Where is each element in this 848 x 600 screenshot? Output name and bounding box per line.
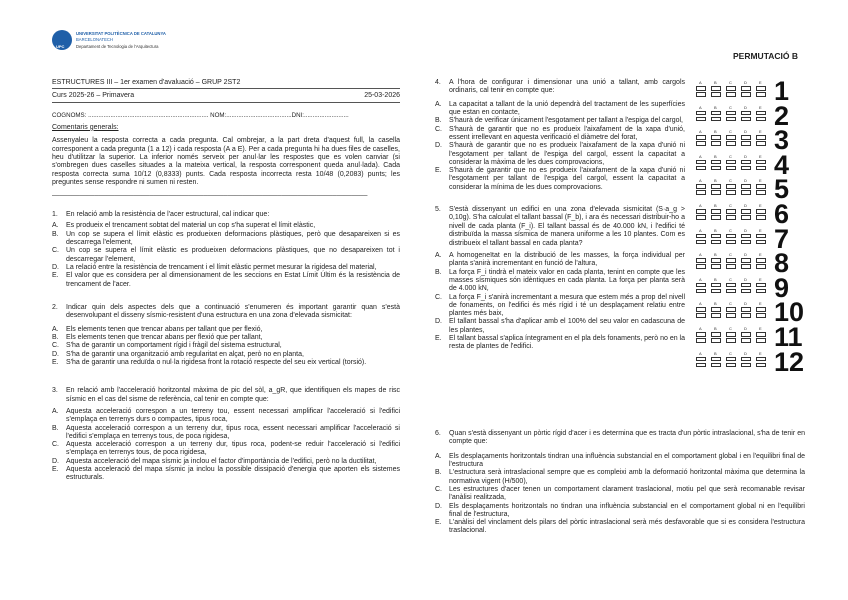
option-b: B. Els elements tenen que trencar abans per flexió que per tallant, [52, 333, 263, 341]
answer-box-6-b[interactable] [711, 209, 721, 214]
answer-box-4-b[interactable] [711, 160, 721, 165]
cancel-box-4-c[interactable] [726, 166, 736, 171]
cancel-box-5-d[interactable] [741, 190, 751, 195]
column-letter: E [759, 104, 762, 110]
answer-box-9-d[interactable] [741, 283, 751, 288]
column-letter: B [714, 326, 717, 331]
question-number-label: 2 [774, 100, 790, 131]
column-letter: A [699, 227, 702, 233]
column-letter: D [744, 104, 747, 110]
cancel-box-3-b[interactable] [711, 141, 721, 146]
answer-box-7-d[interactable] [741, 234, 751, 239]
cancel-box-11-d[interactable] [741, 338, 751, 343]
cancel-box-1-b[interactable] [711, 92, 721, 97]
cancel-box-4-e[interactable] [756, 166, 766, 171]
course-rule [52, 102, 400, 103]
answer-box-9-e[interactable] [756, 283, 766, 288]
answer-box-1-d[interactable] [741, 86, 751, 91]
question-number-label: 4 [774, 149, 790, 180]
column-letter: D [744, 153, 747, 159]
option-a: A. Els elements tenen que trencar abans per tallant que per flexió, [52, 325, 263, 333]
question-number-label: 12 [774, 346, 805, 377]
left-column [52, 79, 400, 483]
column-letter: C [729, 301, 732, 307]
option-b: B. Aquesta acceleració correspon a un terreny dur, tipus roca, essent necessari amplificar l'acceleració si l'edifici s'emplaça en terrenys tous, de poca rigidesa, [52, 424, 400, 440]
student-name-line: COGNOMS: ...................................................................... NOM:......................................DNI:.......................... [52, 112, 349, 120]
answer-box-11-a[interactable] [696, 332, 706, 337]
answer-row-7 [696, 223, 806, 254]
question-stem: 3. En relació amb l'acceleració horitzontal màxima de pic del sòl, a_gR, que identifiquen els mapes de risc sísmic en el cas del sisme de referència, cal tenir en compte que: [52, 387, 400, 403]
answer-box-7-b[interactable] [711, 234, 721, 239]
cancel-box-9-b[interactable] [711, 289, 721, 294]
option-e: E. El tallant bassal s'aplica íntegrament en el pla dels fonaments, però no en la resta de plantes de l'edifici. [435, 335, 685, 351]
column-letter: A [699, 252, 702, 258]
answer-box-2-b[interactable] [711, 111, 721, 116]
column-letter: A [699, 301, 702, 307]
cancel-box-3-c[interactable] [726, 141, 736, 146]
column-letter: C [729, 326, 732, 331]
option-c: C. Un cop se supera el límit elàstic es produeixen deformacions plàstiques, que no desapareixen tot i descarregar l'element, [52, 247, 400, 263]
column-letter: A [699, 350, 702, 356]
column-letter: C [729, 252, 732, 258]
cancel-box-11-c[interactable] [726, 338, 736, 343]
comments-text: Assenyaleu la resposta correcta a cada pregunta. Cal ombrejar, a la part dreta d'aquest full, la casella corresponent a cada pregunta (1 a 12) i cada resposta (A a E). Per a cada pregunta hi ha dues files de caselles, heu d'utilitzar la superior. La inferior només serveix per anul·lar les respostes que es volen canviar (si s'ombregen dues caselles situades a la mateixa vertical, la resposta corresponent queda anul·lada). Cada resposta correcta suma 10/12 (0,8333) punts. Cada resposta incorrecta resta 10/48 (0,2083) punts; les preguntes sense respondre ni sumen ni resten. [52, 137, 400, 187]
option-d: D. El tallant bassal s'ha d'aplicar amb el 100% del seu valor en cadascuna de les plantes, [435, 318, 685, 334]
column-letter: D [744, 203, 747, 208]
answer-box-10-b[interactable] [711, 307, 721, 312]
column-letter: A [699, 276, 702, 282]
cancel-box-8-e[interactable] [756, 264, 766, 269]
options [52, 222, 400, 288]
answer-row-12 [696, 346, 806, 377]
question-stem: 6. Quan s'està dissenyant un pòrtic rígid d'acer i es determina que es tracta d'un pòrtic intraslacional, s'ha de tenir en compte que: [435, 430, 805, 446]
answer-box-8-d[interactable] [741, 258, 751, 263]
column-letter: D [744, 301, 747, 307]
cancel-box-9-e[interactable] [756, 289, 766, 294]
options [435, 101, 685, 192]
column-letter: B [714, 153, 717, 159]
answer-box-9-c[interactable] [726, 283, 736, 288]
answer-box-1-e[interactable] [756, 86, 766, 91]
question-number-label: 8 [774, 248, 790, 279]
column-letter: C [729, 104, 732, 110]
column-letter: C [729, 129, 732, 135]
cancel-box-7-e[interactable] [756, 240, 766, 245]
cancel-box-6-c[interactable] [726, 215, 736, 220]
course-line [52, 92, 400, 101]
cancel-box-12-b[interactable] [711, 363, 721, 368]
cancel-box-12-a[interactable] [696, 363, 706, 368]
answer-box-7-a[interactable] [696, 234, 706, 239]
question-text: En relació amb la resistència de l'acer estructural, cal indicar que: [66, 211, 270, 219]
department-name: Departament de Tecnologia de l'Arquitectura [76, 44, 159, 49]
question-number-label: 6 [774, 199, 790, 229]
question-number-label: 10 [774, 297, 805, 328]
column-letter: E [759, 350, 762, 356]
answer-box-2-d[interactable] [741, 111, 751, 116]
option-e: E. S'ha de garantir una reduïda o nul·la rigidesa front la rotació respecte del seu eix vertical (torsió). [52, 358, 367, 366]
answer-row-4 [696, 149, 806, 180]
question-number-label: 5 [774, 174, 790, 205]
option-a: A. A homogeneïtat en la distribució de les masses, la força individual per planta s'anirà incrementant en funció de l'altura, [435, 252, 685, 268]
column-letter: C [729, 203, 732, 208]
column-letter: A [699, 203, 702, 208]
option-d: D. S'ha de garantir una organització amb regularitat en alçat, però no en planta, [52, 350, 304, 358]
answer-box-1-a[interactable] [696, 86, 706, 91]
column-letter: C [729, 153, 732, 159]
cancel-box-12-d[interactable] [741, 363, 751, 368]
column-letter: B [714, 227, 717, 233]
answer-row-2 [696, 100, 806, 131]
option-e: E. El valor que es considera per al dimensionament de les seccions en Estat Límit Últim és la resistència de trencament de l'acer. [52, 272, 400, 288]
answer-box-11-b[interactable] [711, 332, 721, 337]
options [52, 408, 400, 483]
options [435, 453, 805, 536]
answer-box-3-b[interactable] [711, 135, 721, 140]
option-b: B. Un cop se supera el límit elàstic es produeixen deformacions plàstiques, però que desapareixen si es descarrega l'element, [52, 230, 400, 247]
answer-box-3-c[interactable] [726, 135, 736, 140]
answer-box-2-e[interactable] [756, 111, 766, 116]
question-4 [435, 79, 685, 192]
answer-row-5 [696, 174, 806, 205]
option-e: E. L'anàlisi del vinclament dels pilars del pòrtic intraslacional serà més desfavorable que si es considera l'estructura traslacional. [435, 519, 805, 535]
column-letter: A [699, 129, 702, 135]
answer-box-6-d[interactable] [741, 209, 751, 214]
options [52, 326, 400, 367]
cancel-box-5-b[interactable] [711, 190, 721, 195]
answer-box-12-c[interactable] [726, 357, 736, 362]
column-letter: E [759, 326, 762, 331]
cancel-box-7-b[interactable] [711, 240, 721, 245]
answer-box-4-e[interactable] [756, 160, 766, 165]
question-number-label: 1 [774, 76, 790, 106]
answer-box-4-d[interactable] [741, 160, 751, 165]
answer-box-5-b[interactable] [711, 184, 721, 189]
cancel-box-2-e[interactable] [756, 117, 766, 122]
column-letter: E [759, 153, 762, 159]
column-letter: D [744, 252, 747, 258]
answer-box-12-a[interactable] [696, 357, 706, 362]
column-letter: D [744, 129, 747, 135]
cancel-box-11-e[interactable] [756, 338, 766, 343]
column-letter: D [744, 276, 747, 282]
column-letter: B [714, 129, 717, 135]
cancel-box-3-a[interactable] [696, 141, 706, 146]
answer-box-2-a[interactable] [696, 111, 706, 116]
column-letter: D [744, 326, 747, 331]
answer-box-2-c[interactable] [726, 111, 736, 116]
column-letter: E [759, 301, 762, 307]
exam-date: 25-03-2026 [364, 92, 400, 100]
cancel-box-12-c[interactable] [726, 363, 736, 368]
cancel-box-7-c[interactable] [726, 240, 736, 245]
option-a: A. La capacitat a tallant de la unió dependrà del tractament de les superfícies que estan en contacte, [435, 100, 685, 117]
cancel-box-2-c[interactable] [726, 117, 736, 122]
answer-box-10-e[interactable] [756, 307, 766, 312]
answer-box-12-d[interactable] [741, 357, 751, 362]
university-subname: BARCELONATECH [76, 37, 113, 42]
column-letter: A [699, 178, 702, 184]
column-letter: D [744, 350, 747, 356]
answer-box-6-c[interactable] [726, 209, 736, 214]
answer-box-10-c[interactable] [726, 307, 736, 312]
answer-box-7-c[interactable] [726, 234, 736, 239]
answer-box-1-b[interactable] [711, 86, 721, 91]
question-stem: 5. S'està dissenyant un edifici en una zona d'elevada sismicitat (S·a_g > 0,10g). S'ha calculat el tallant bassal (F_b), i ara és necessari distribuir-ho a nivell de cada planta (F_i). El tallant bassal és de 40.000 kN, i l'edifici té distribuïda la massa sísmica de manera uniforme a les 10 plantes. Com es distribueix el tallant bassal en cada planta? [435, 206, 685, 247]
option-d: D. Els desplaçaments horitzontals no tindran una influència substancial en el comportament global ni en l'equilibri final de l'estructura, [435, 502, 805, 518]
answer-box-9-b[interactable] [711, 283, 721, 288]
column-letter: B [714, 276, 717, 282]
answer-row-11 [696, 322, 806, 352]
logo-text: UPC [56, 44, 65, 49]
cancel-box-8-b[interactable] [711, 264, 721, 269]
cancel-box-6-a[interactable] [696, 215, 706, 220]
answer-box-6-e[interactable] [756, 209, 766, 214]
column-letter: E [759, 276, 762, 282]
question-stem: 2. Indicar quin dels aspectes dels que a continuació s'enumeren és important garantir quan s'està desenvolupant el disseny sísmic-resistent d'una estructura en una zona d'elevada sismicitat: [52, 303, 400, 320]
cancel-box-2-a[interactable] [696, 117, 706, 122]
answer-box-5-a[interactable] [696, 184, 706, 189]
option-b: B. La força F_i tindrà el mateix valor en cada planta, tenint en compte que les masses sísmiques són idèntiques en cada planta. La força per planta serà de 4.000 kN, [435, 268, 685, 293]
cancel-box-4-b[interactable] [711, 166, 721, 171]
cancel-box-11-a[interactable] [696, 338, 706, 343]
column-letter: C [729, 276, 732, 282]
column-letter: E [759, 80, 762, 85]
title-rule [52, 88, 400, 89]
cancel-box-10-b[interactable] [711, 313, 721, 318]
cancel-box-7-d[interactable] [741, 240, 751, 245]
column-letter: B [714, 203, 717, 208]
question-number-label: 9 [774, 272, 790, 303]
cancel-box-6-e[interactable] [756, 215, 766, 220]
answer-box-3-a[interactable] [696, 135, 706, 140]
answer-row-3 [696, 125, 806, 156]
question-1 [52, 211, 400, 289]
answer-box-11-c[interactable] [726, 332, 736, 337]
column-letter: B [714, 178, 717, 184]
answer-box-8-c[interactable] [726, 258, 736, 263]
cancel-box-11-b[interactable] [711, 338, 721, 343]
option-e: E. S'haurà de garantir que no es produeix l'aixafament de la xapa d'unió ni l'esgotament per tallant de l'espiga del cargol, essent la capacitat a considerar la mínima de les dues comprovacions. [435, 167, 685, 191]
cancel-box-9-c[interactable] [726, 289, 736, 294]
cancel-box-6-d[interactable] [741, 215, 751, 220]
question-stem [52, 211, 400, 219]
answer-box-6-a[interactable] [696, 209, 706, 214]
exam-title: ESTRUCTURES III – 1er examen d'avaluació – GRUP 2ST2 [52, 79, 241, 86]
answer-box-5-c[interactable] [726, 184, 736, 189]
column-letter: A [699, 153, 702, 159]
question-stem: 4. A l'hora de configurar i dimensionar una unió a tallant, amb cargols ordinaris, cal tenir en compte que: [435, 79, 685, 95]
question-6 [435, 430, 805, 536]
option-c: C. Aquesta acceleració correspon a un terreny dur, tipus roca, podent-se reduir l'acceleració si l'edifici s'emplaça en terrenys tous, de poca rigidesa, [52, 441, 400, 457]
answer-box-8-a[interactable] [696, 258, 706, 263]
column-letter: C [729, 350, 732, 356]
option-d: D. La relació entre la resistència de trencament i el límit elàstic permet mesurar la rigidesa del material, [52, 263, 377, 271]
course-label: Curs 2025-26 – Primavera [52, 92, 135, 100]
answer-box-11-e[interactable] [756, 332, 766, 337]
answer-box-12-e[interactable] [756, 357, 766, 362]
cancel-box-10-d[interactable] [741, 313, 751, 318]
answer-box-7-e[interactable] [756, 234, 766, 239]
column-letter: D [744, 178, 747, 184]
column-letter: D [744, 227, 747, 233]
question-number: 1. [52, 211, 58, 219]
options [435, 252, 685, 352]
cancel-box-6-b[interactable] [711, 215, 721, 220]
answer-box-1-c[interactable] [726, 86, 736, 91]
option-a: A. Els desplaçaments horitzontals tindran una influència substancial en el comportament global i en l'equilibri final de l'estructura [435, 452, 805, 469]
answer-box-9-a[interactable] [696, 283, 706, 288]
column-letter: E [759, 252, 762, 258]
cancel-box-5-a[interactable] [696, 190, 706, 195]
column-letter: C [729, 178, 732, 184]
cancel-box-10-e[interactable] [756, 313, 766, 318]
answer-row-6 [696, 199, 806, 229]
answer-box-12-b[interactable] [711, 357, 721, 362]
answer-box-3-d[interactable] [741, 135, 751, 140]
question-number-label: 7 [774, 223, 790, 254]
column-letter: E [759, 203, 762, 208]
cancel-box-7-a[interactable] [696, 240, 706, 245]
column-letter: C [729, 227, 732, 233]
option-c: C. Les estructures d'acer tenen un comportament clarament traslacional, motiu pel que serà recomanable revisar l'anàlisi realitzada, [435, 486, 805, 502]
university-name: UNIVERSITAT POLITÈCNICA DE CATALUNYA [76, 31, 166, 36]
cancel-box-4-a[interactable] [696, 166, 706, 171]
cancel-box-4-d[interactable] [741, 166, 751, 171]
cancel-box-9-d[interactable] [741, 289, 751, 294]
cancel-box-1-c[interactable] [726, 92, 736, 97]
answer-box-8-e[interactable] [756, 258, 766, 263]
cancel-box-10-a[interactable] [696, 313, 706, 318]
answer-box-4-a[interactable] [696, 160, 706, 165]
column-letter: B [714, 350, 717, 356]
column-letter: E [759, 178, 762, 184]
option-d: D. Aquesta acceleració del mapa sísmic ja inclou el factor d'importància de l'edifici, però no la ductilitat, [52, 457, 377, 465]
answer-box-5-e[interactable] [756, 184, 766, 189]
option-d: D. S'haurà de garantir que no es produeix l'aixafament de la xapa d'unió ni l'esgotament per tallant de l'espiga del cargol, essent la capacitat a considerar la màxima de les dues comprovacions, [435, 142, 685, 166]
option-a: A. Aquesta acceleració correspon a un terreny tou, essent necessari amplificar l'acceleració si l'edifici s'emplaça en terrenys durs o compactes, tipus roca, [52, 407, 400, 424]
answer-box-11-d[interactable] [741, 332, 751, 337]
cancel-box-5-e[interactable] [756, 190, 766, 195]
cancel-box-10-c[interactable] [726, 313, 736, 318]
cancel-box-2-d[interactable] [741, 117, 751, 122]
option-e: E. Aquesta acceleració del mapa sísmic ja inclou la possible dissipació d'energia que aporten els sistemes estructurals. [52, 466, 400, 482]
question-number-label: 3 [774, 125, 790, 156]
column-letter: B [714, 104, 717, 110]
column-letter: A [699, 104, 702, 110]
cancel-box-8-d[interactable] [741, 264, 751, 269]
column-letter: E [759, 227, 762, 233]
option-b: B. S'haurà de verificar únicament l'esgotament per tallant a l'espiga del cargol, [435, 117, 683, 125]
option-b: B. L'estructura serà intraslacional sempre que es compleixi amb la deformació horitzontal màxima que determina la normativa vigent (H/500), [435, 469, 805, 485]
answer-row-9 [696, 272, 806, 303]
right-column-top [435, 79, 685, 352]
cancel-box-12-e[interactable] [756, 363, 766, 368]
option-c: C. La força F_i s'anirà incrementant a mesura que estem més a prop del nivell de fonaments, on l'edifici és més rígid i té un desplaçament relatiu entre plantes més baix, [435, 293, 685, 318]
column-letter: B [714, 80, 717, 85]
question-3 [52, 387, 400, 482]
question-2 [52, 304, 400, 367]
answer-box-4-c[interactable] [726, 160, 736, 165]
answer-row-1 [696, 76, 806, 106]
cancel-box-3-e[interactable] [756, 141, 766, 146]
cancel-box-2-b[interactable] [711, 117, 721, 122]
option-a: A. Es produeix el trencament sobtat del material un cop s'ha superat el límit elàstic, [52, 222, 316, 230]
column-letter: B [714, 252, 717, 258]
question-number-label: 11 [774, 322, 803, 352]
cancel-box-9-a[interactable] [696, 289, 706, 294]
option-c: C. S'ha de garantir un comportament rígid i fràgil del sistema estructural, [52, 342, 282, 350]
cancel-box-1-d[interactable] [741, 92, 751, 97]
cancel-box-8-a[interactable] [696, 264, 706, 269]
question-5 [435, 206, 685, 352]
separator: _________________________________________________________________________________ [52, 188, 368, 196]
answer-box-8-b[interactable] [711, 258, 721, 263]
cancel-box-8-c[interactable] [726, 264, 736, 269]
cancel-box-1-a[interactable] [696, 92, 706, 97]
cancel-box-5-c[interactable] [726, 190, 736, 195]
column-letter: A [699, 80, 702, 85]
column-letter: E [759, 129, 762, 135]
comments-title: Comentaris generals: [52, 123, 119, 131]
answer-box-10-d[interactable] [741, 307, 751, 312]
answer-box-10-a[interactable] [696, 307, 706, 312]
column-letter: A [699, 326, 702, 331]
answer-box-5-d[interactable] [741, 184, 751, 189]
answer-row-8 [696, 248, 806, 279]
cancel-box-1-e[interactable] [756, 92, 766, 97]
permutation-label: PERMUTACIÓ B [733, 51, 799, 61]
column-letter: B [714, 301, 717, 307]
option-c: C. S'haurà de garantir que no es produeix l'aixafament de la xapa d'unió, essent irrellevant en aquesta verificació el diàmetre del forat, [435, 125, 685, 141]
column-letter: C [729, 80, 732, 85]
answer-box-3-e[interactable] [756, 135, 766, 140]
cancel-box-3-d[interactable] [741, 141, 751, 146]
university-logo [52, 30, 172, 54]
column-letter: D [744, 80, 747, 85]
answer-row-10 [696, 297, 806, 328]
